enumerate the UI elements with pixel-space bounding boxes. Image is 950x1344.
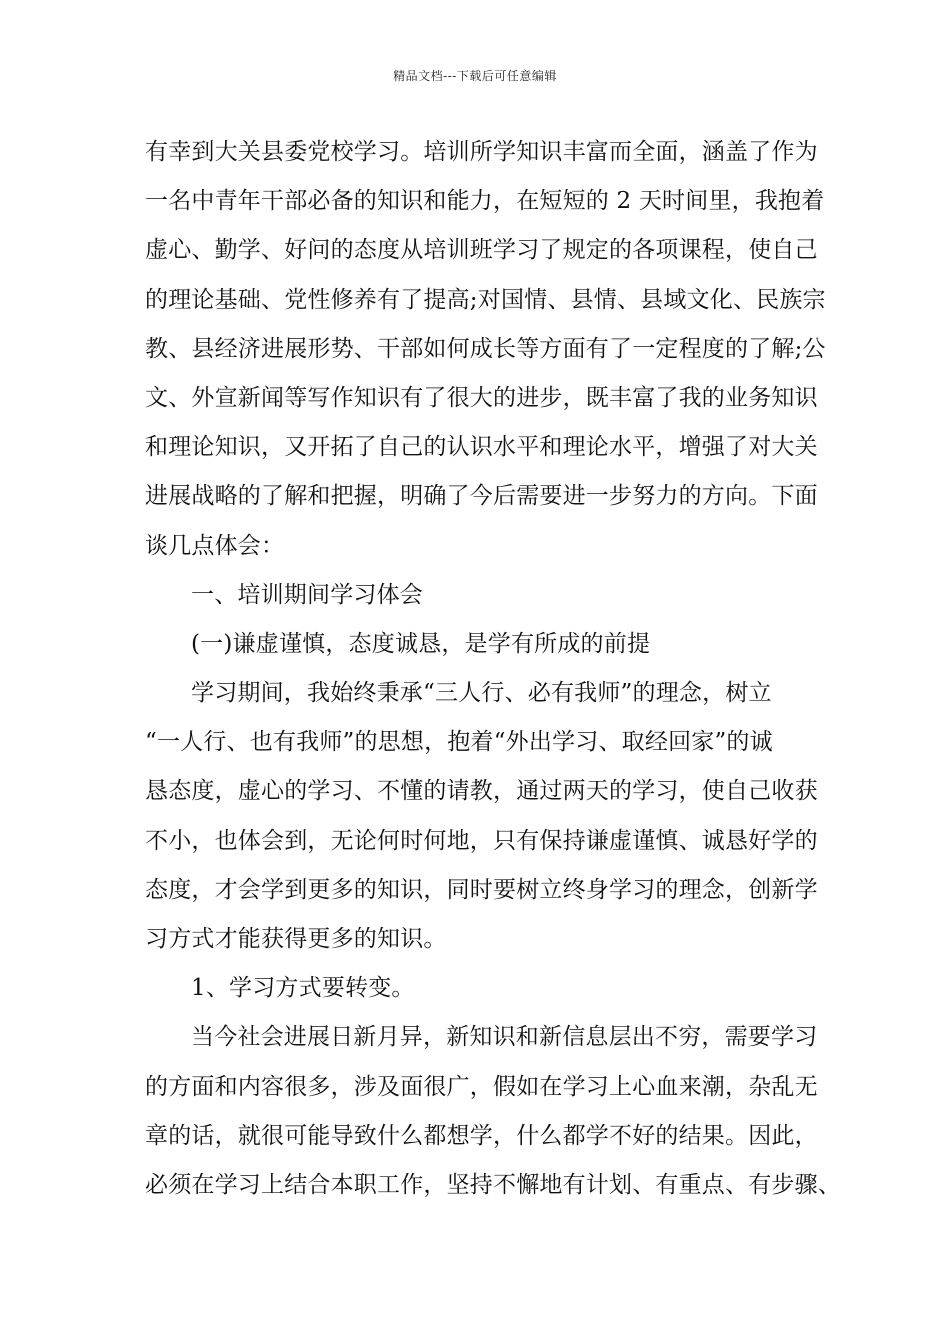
paragraph-line: 的理论基础、党性修养有了提高;对国情、县情、县域文化、民族宗 [145, 286, 826, 313]
paragraph-line: 有幸到大关县委党校学习。培训所学知识丰富而全面，涵盖了作为 [145, 139, 818, 165]
paragraph-line: 谈几点体会： [145, 532, 285, 559]
paragraph-line: 学习期间，我始终秉承“三人行、必有我师”的理念，树立 [191, 680, 772, 707]
paragraph-line: 文、外宣新闻等写作知识有了很大的进步，既丰富了我的业务知识 [145, 384, 818, 411]
paragraph-line: 必须在学习上结合本职工作，坚持不懈地有计划、有重点、有步骤、 [145, 1171, 841, 1198]
paragraph-line: 习方式才能获得更多的知识。 [145, 926, 447, 952]
paragraph-line: 虚心、勤学、好问的态度从培训班学习了规定的各项课程，使自己 [145, 237, 818, 264]
paragraph-line: 章的话，就很可能导致什么都想学，什么都学不好的结果。因此， [145, 1122, 818, 1149]
paragraph-line: 态度，才会学到更多的知识，同时要树立终身学习的理念，创新学 [145, 876, 818, 903]
subsection-heading: (一)谦虚谨慎，态度诚恳，是学有所成的前提 [191, 630, 651, 657]
body-text [145, 128, 841, 1210]
paragraph-line: 恳态度，虚心的学习、不懂的请教，通过两天的学习，使自己收获 [145, 778, 818, 805]
paragraph-line: 不小，也体会到，无论何时何地，只有保持谦虚谨慎、诚恳好学的 [145, 827, 818, 854]
paragraph-line: 的方面和内容很多，涉及面很广，假如在学习上心血来潮，杂乱无 [145, 1073, 818, 1100]
numbered-heading: 1、学习方式要转变。 [191, 975, 415, 1002]
paragraph-line: 和理论知识，又开拓了自己的认识水平和理论水平，增强了对大关 [145, 434, 818, 461]
section-heading: 一、培训期间学习体会 [191, 581, 423, 608]
paragraph-line: 一名中青年干部必备的知识和能力，在短短的 2 天时间里，我抱着 [145, 188, 825, 215]
paragraph-line: 进展战略的了解和把握，明确了今后需要进一步努力的方向。下面 [145, 483, 818, 510]
page-header: 精品文档---下载后可任意编辑 [393, 69, 557, 83]
paragraph-line: “一人行、也有我师”的思想，抱着“外出学习、取经回家”的诚 [145, 729, 773, 756]
paragraph-line: 教、县经济进展形势、干部如何成长等方面有了一定程度的了解;公 [145, 335, 826, 362]
paragraph-line: 当今社会进展日新月异，新知识和新信息层出不穷，需要学习 [191, 1024, 818, 1051]
